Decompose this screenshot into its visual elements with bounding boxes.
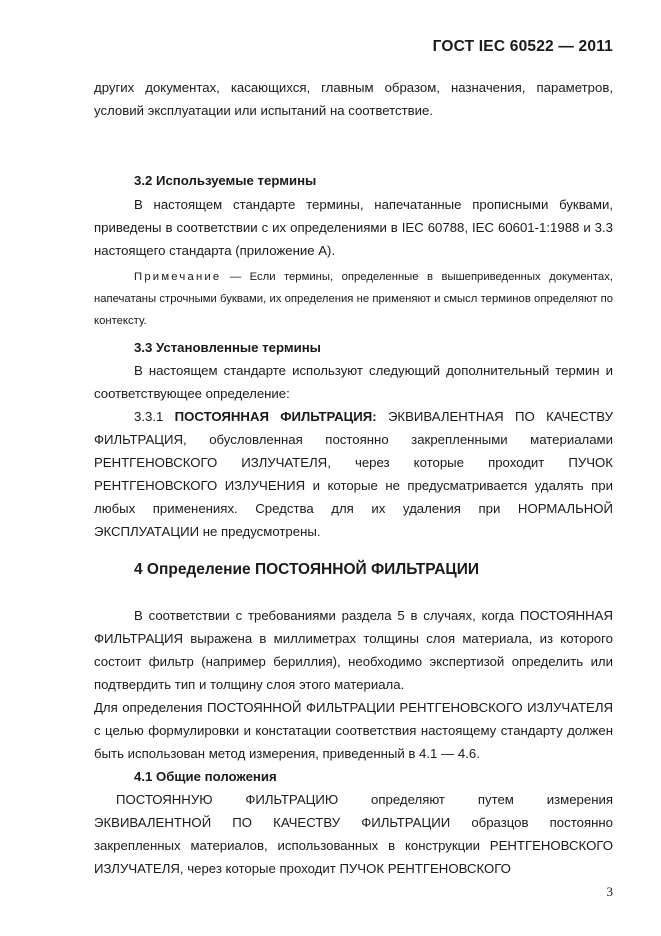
- intro-block: [94, 76, 613, 122]
- section-4: [94, 558, 613, 880]
- standard-header: ГОСТ IEC 60522 — 2011: [432, 38, 613, 55]
- section-3-2-paragraph: В настоящем стандарте термины, напечатанные прописными буквами, приведены в соответствии с их определениями в IEC 60788, IEC 60601-1:1988 и 3.3 настоящего стандарта (приложение А).: [94, 197, 613, 258]
- definition-3-3-1: [94, 405, 613, 543]
- page-number: 3: [606, 884, 613, 899]
- section-3-2: [94, 169, 613, 332]
- section-4-1-heading: 4.1 Общие положения: [134, 769, 277, 784]
- section-4-paragraph-1: В соответствии с требованиями раздела 5 в случаях, когда ПОСТОЯННАЯ ФИЛЬТРАЦИЯ выражена в миллиметрах толщины слоя материала, из которого состоит фильтр (например бериллия), необходимо экспертизой определить или подтвердить тип и толщину слоя этого материала.: [94, 608, 613, 692]
- section-3-2-heading: 3.2 Используемые термины: [134, 173, 317, 188]
- section-4-paragraph-2: Для определения ПОСТОЯННОЙ ФИЛЬТРАЦИИ РЕНТГЕНОВСКОГО ИЗЛУЧАТЕЛЯ с целью формулировки и констатации соответствия настоящему стандарту должен быть использован метод измерения, приведенный в 4.1 — 4.6.: [94, 700, 613, 761]
- definition-text: ЭКВИВАЛЕНТНАЯ ПО КАЧЕСТВУ ФИЛЬТРАЦИЯ, обусловленная постоянно закрепленными материалами РЕНТГЕНОВСКОГО ИЗЛУЧАТЕЛЯ, через которые проходит ПУЧОК РЕНТГЕНОВСКОГО ИЗЛУЧЕНИЯ и которые не предусматривается удалять при любых применениях. Средства для их удаления при НОРМАЛЬНОЙ ЭКСПЛУАТАЦИИ не предусмотрены.: [94, 409, 614, 539]
- definition-term: ПОСТОЯННАЯ ФИЛЬТРАЦИЯ:: [174, 409, 377, 424]
- section-4-heading: 4 Определение ПОСТОЯННОЙ ФИЛЬТРАЦИИ: [134, 561, 480, 578]
- intro-paragraph: других документах, касающихся, главным образом, назначения, параметров, условий эксплуатации или испытаний на соответствие.: [94, 80, 613, 118]
- section-3-2-note: [94, 266, 613, 332]
- note-label: Примечание: [134, 271, 222, 283]
- section-3-3-heading: 3.3 Установленные термины: [134, 340, 321, 355]
- section-3-3-paragraph: В настоящем стандарте используют следующий дополнительный термин и соответствующее определение:: [94, 363, 613, 401]
- section-4-1-paragraph: ПОСТОЯННУЮ ФИЛЬТРАЦИЮ определяют путем измерения ЭКВИВАЛЕНТНОЙ ПО КАЧЕСТВУ ФИЛЬТРАЦИИ образцов постоянно закрепленных материалов, использованных в конструкции РЕНТГЕНОВСКОГО ИЗЛУЧАТЕЛЯ, через которые проходит ПУЧОК РЕНТГЕНОВСКОГО: [94, 792, 613, 876]
- definition-number: 3.3.1: [134, 409, 175, 424]
- note-text: — Если термины, определенные в вышеприведенных документах, напечатаны строчными буквами, их определения не применяют и смысл терминов определяют по контексту.: [94, 271, 613, 327]
- section-3-3: [94, 336, 613, 543]
